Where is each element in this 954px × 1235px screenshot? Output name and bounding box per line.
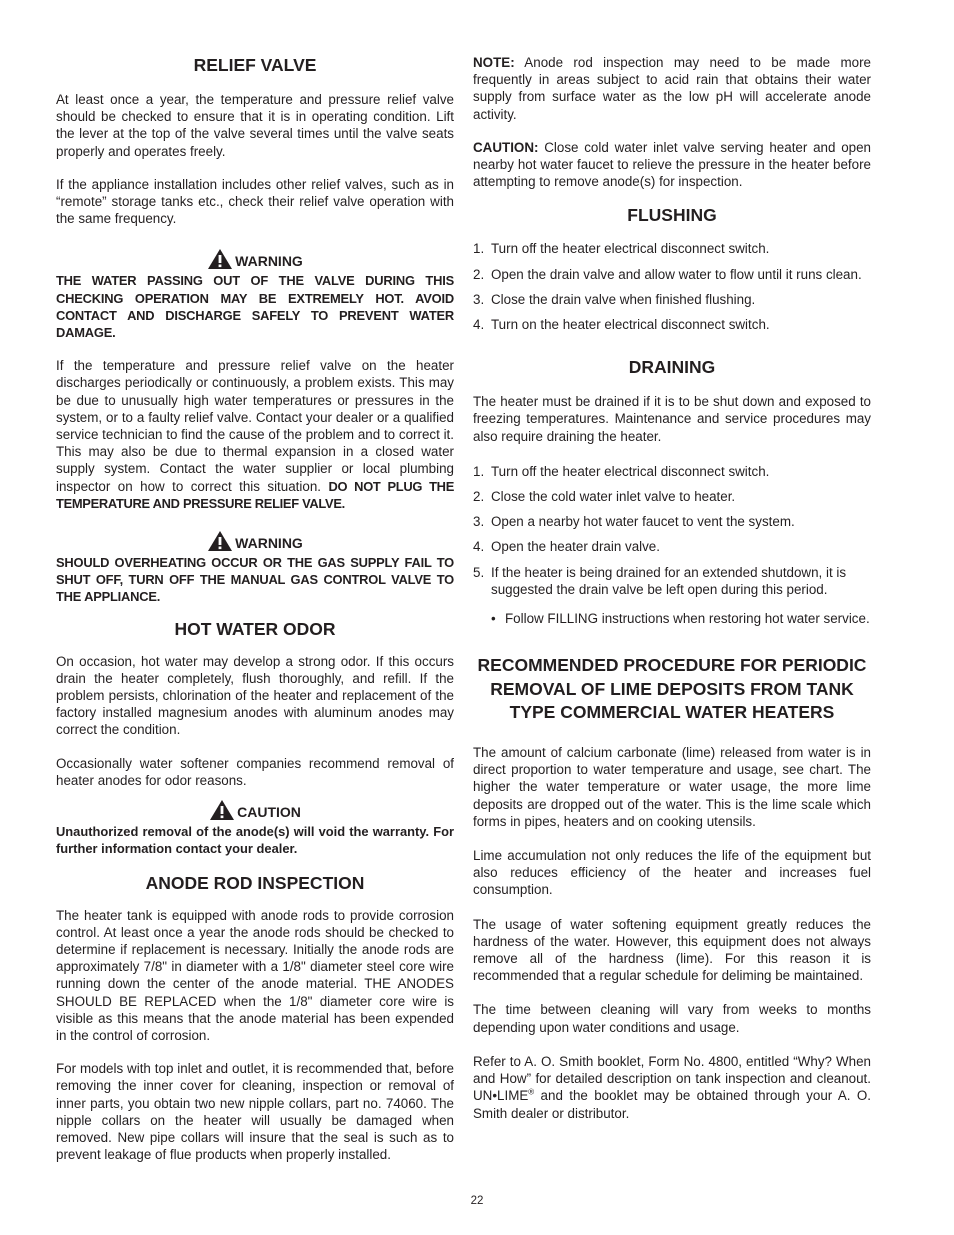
flushing-steps bbox=[473, 240, 871, 333]
caution-label-right: CAUTION: bbox=[473, 139, 539, 155]
draining-intro: The heater must be drained if it is to be shut down and exposed to freezing temperatures. Maintenance and service procedures may also require draining the heater. bbox=[473, 394, 871, 444]
warning-2-header bbox=[56, 530, 454, 552]
lime-paragraph-3: The usage of water softening equipment greatly reduces the hardness of the water. However, this equipment does not always remove all of the hardness (lime). For this reason it is recommended that a regular schedule for deliming be maintained. bbox=[473, 916, 871, 984]
hot-water-odor-heading: HOT WATER ODOR bbox=[174, 618, 336, 639]
page-number: 22 bbox=[470, 1195, 484, 1207]
relief-valve-heading: RELIEF VALVE bbox=[193, 55, 317, 75]
hot-water-odor-paragraph-2: Occasionally water softener companies recommend removal of heater anodes for odor reasons. bbox=[56, 755, 454, 788]
relief-valve-paragraph-1: At least once a year, the temperature and pressure relief valve should be checked to ensure that it is in operating condition. Lift the lever at the top of the valve several times until the valve seats properly and operates freely. bbox=[56, 92, 454, 159]
lime-paragraph-2: Lime accumulation not only reduces the life of the equipment but also reduces efficiency of the heater and increases fuel consumption. bbox=[473, 848, 871, 898]
relief-valve-paragraph-3-text: If the temperature and pressure relief valve on the heater discharges periodically or continuously, a problem exists. This may be due to unusually high water temperatures or pressures in the system, or to a faulty relief valve. Contact your dealer or a qualified service technician to find the cause of the problem and to correct it. This may also be due to thermal expansion in a closed water supply system. Contact the water supplier or local plumbing inspector on how to correct this situation. bbox=[56, 358, 454, 494]
list-item: 4. Open the heater drain valve. bbox=[473, 539, 660, 555]
list-item: 4. Turn on the heater electrical disconnect switch. bbox=[473, 317, 770, 333]
list-item: 5. If the heater is being drained for an extended shutdown, it is suggested the drain valve be left open during this period. bbox=[473, 564, 847, 597]
warning-triangle-icon bbox=[209, 799, 235, 821]
left-column bbox=[56, 52, 454, 1163]
lime-paragraph-4: The time between cleaning will vary from weeks to months depending upon water conditions and usage. bbox=[473, 1002, 871, 1035]
warning-2-text: SHOULD OVERHEATING OCCUR OR THE GAS SUPPLY FAIL TO SHUT OFF, TURN OFF THE MANUAL GAS CONTROL VALVE TO THE APPLIANCE. bbox=[56, 555, 454, 605]
draining-bullet: • Follow FILLING instructions when restoring hot water service. bbox=[491, 611, 870, 627]
warning-triangle-icon bbox=[207, 530, 233, 552]
lime-paragraph-1: The amount of calcium carbonate (lime) released from water is in direct proportion to water temperature and usage, see chart. The higher the water temperature or water usage, the more lime deposits are dropped out of the water. This is the lime scale which forms in pipes, heaters and on cooking utensils. bbox=[473, 745, 871, 829]
caution-text: Unauthorized removal of the anode(s) will void the warranty. For further information contact your dealer. bbox=[56, 824, 454, 857]
relief-valve-paragraph-3 bbox=[56, 357, 454, 512]
anode-rod-paragraph-1: The heater tank is equipped with anode rods to provide corrosion control. At least once a year the anode rods should be checked to determine if replacement is necessary. Initially the anode rods are approximately 7/8" in diameter with a 1/8" diameter steel core wire running down the center of the anode material. THE ANODES SHOULD BE REPLACED when the 1/8" diameter core wire is visible as this means that the anode material has been expended in the control of corrosion. bbox=[56, 907, 454, 1043]
hot-water-odor-paragraph-1: On occasion, hot water may develop a strong odor. If this occurs drain the heater completely, flush thoroughly, and refill. If the problem persists, chlorination of the heater and replacement of the factory installed magnesium anodes with aluminum anodes may correct the condition. bbox=[56, 653, 454, 738]
lime-heading: RECOMMENDED PROCEDURE FOR PERIODIC REMOVAL OF LIME DEPOSITS FROM TANK TYPE COMMERCIAL WATER HEATERS bbox=[477, 655, 867, 723]
list-item: 2. Close the cold water inlet valve to heater. bbox=[473, 489, 736, 505]
draining-heading: DRAINING bbox=[628, 357, 716, 378]
caution-paragraph bbox=[473, 139, 871, 191]
relief-valve-paragraph-2: If the appliance installation includes other relief valves, such as in “remote” storage tanks etc., check their relief valve operation with the same frequency. bbox=[56, 176, 454, 227]
list-item: 1. Turn off the heater electrical disconnect switch. bbox=[473, 463, 770, 479]
right-column bbox=[473, 52, 871, 1122]
lime-paragraph-5: Refer to A. O. Smith booklet, Form No. 4800, entitled “Why? When and How” for detailed description on tank inspection and cleanout. UN•LIME® and the booklet may be obtained through your A. O. Smith dealer or distributor. bbox=[473, 1053, 871, 1121]
warning-1-label: WARNING bbox=[235, 253, 303, 270]
list-item: 2. Open the drain valve and allow water to flow until it runs clean. bbox=[473, 266, 862, 282]
warning-1-text: THE WATER PASSING OUT OF THE VALVE DURING THIS CHECKING OPERATION MAY BE EXTREMELY HOT. AVOID CONTACT AND DISCHARGE SAFELY TO PREVENT WATER DAMAGE. bbox=[56, 273, 454, 341]
warning-1-header bbox=[56, 248, 454, 270]
anode-rod-paragraph-2: For models with top inlet and outlet, it is recommended that, before removing the inner cover for cleaning, inspection or removal of inner parts, you obtain two new nipple collars, part no. 74060. The nipple collars on the heater will usually be damaged when removed. New pipe collars will insure that the seal is such as to prevent leakage of flue products when properly installed. bbox=[56, 1061, 454, 1163]
caution-text-right: Close cold water inlet valve serving heater and open nearby hot water faucet to relieve the pressure in the heater before attempting to remove anode(s) for inspection. bbox=[473, 139, 871, 190]
list-item: 1. Turn off the heater electrical disconnect switch. bbox=[473, 241, 770, 257]
anode-rod-heading: ANODE ROD INSPECTION bbox=[145, 872, 365, 893]
caution-label: CAUTION bbox=[237, 804, 301, 821]
draining-steps bbox=[473, 463, 871, 598]
note-text: Anode rod inspection may need to be made more frequently in areas subject to acid rain that obtains their water supply from surface water as the low pH will accelerate anode activity. bbox=[473, 55, 871, 122]
warning-2-label: WARNING bbox=[235, 535, 303, 552]
relief-valve-do-not-plug: DO NOT PLUG THE TEMPERATURE AND PRESSURE RELIEF VALVE. bbox=[56, 478, 454, 511]
list-item: 3. Close the drain valve when finished flushing. bbox=[473, 291, 756, 307]
note-label: NOTE: bbox=[473, 55, 515, 70]
warning-triangle-icon bbox=[207, 248, 233, 270]
caution-header bbox=[56, 799, 454, 821]
note-paragraph bbox=[473, 54, 871, 123]
flushing-heading: FLUSHING bbox=[627, 205, 717, 226]
list-item: 3. Open a nearby hot water faucet to vent the system. bbox=[473, 514, 795, 530]
